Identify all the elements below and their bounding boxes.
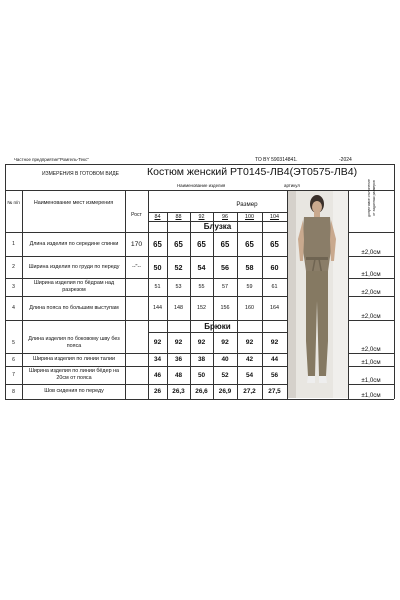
article-label: артикул — [284, 183, 300, 188]
size-value: 27,2 — [243, 388, 256, 395]
size-value: 65 — [197, 239, 206, 249]
size-value: 42 — [245, 356, 254, 363]
tolerance-value: ±2,0см — [361, 346, 381, 353]
tolerance-value: ±2,0см — [361, 249, 381, 256]
tu-number: ТО BY 590314841. — [255, 157, 298, 163]
size-value: 46 — [153, 371, 162, 379]
row-number: 2 — [12, 264, 15, 270]
size-value: 144 — [153, 305, 162, 311]
size-100: 100 — [245, 213, 254, 220]
row-number: 3 — [12, 284, 15, 290]
measurement-name: Длина изделия по боковому шву без пояса — [28, 335, 120, 349]
row-number: 4 — [12, 305, 15, 311]
size-value: 40 — [221, 356, 229, 363]
size-value: 54 — [245, 371, 254, 379]
size-value: 60 — [270, 262, 279, 272]
size-value: 56 — [221, 262, 229, 272]
size-value: 50 — [197, 371, 206, 379]
header-number: № п/п — [7, 200, 20, 205]
size-value: 152 — [197, 305, 206, 311]
size-96: 96 — [222, 213, 228, 220]
size-value: 65 — [174, 239, 183, 249]
size-value: 55 — [198, 284, 205, 290]
tolerance-value: ±1,0см — [361, 392, 381, 399]
measurement-name: Ширина изделия по бёдрам над разрезом — [33, 280, 115, 293]
size-value: 92 — [270, 339, 279, 346]
size-value: 26,3 — [172, 388, 185, 395]
product-title: Костюм женский РТ0145-ЛВ4(ЭТ0575-ЛВ4) — [147, 166, 358, 178]
size-value: 61 — [271, 284, 278, 290]
size-value: 54 — [197, 262, 206, 272]
product-photo — [288, 191, 348, 398]
size-value: 65 — [270, 239, 279, 249]
size-value: 36 — [174, 356, 183, 363]
size-value: 57 — [222, 284, 228, 290]
woman-in-suit-illustration — [288, 191, 348, 398]
measurement-name: Длина изделия по середине спинки — [29, 240, 119, 247]
size-value: 44 — [270, 356, 279, 363]
size-value: 52 — [174, 262, 183, 272]
measurement-name: Шов сидения по переду — [44, 388, 104, 395]
size-value: 92 — [245, 339, 254, 346]
section-blouse-title: Блузка — [203, 222, 232, 231]
size-value: 27,5 — [268, 388, 281, 395]
row-number: 7 — [12, 372, 15, 378]
size-value: 50 — [153, 262, 162, 272]
size-value: 92 — [221, 339, 229, 346]
size-value: 164 — [270, 305, 279, 311]
size-value: 51 — [154, 284, 161, 290]
size-value: 38 — [197, 356, 206, 363]
size-value: 92 — [153, 339, 162, 346]
year: -2024 — [339, 157, 352, 163]
header-measurement-name: Наименование мест измерения — [33, 199, 114, 206]
size-value: 48 — [174, 371, 183, 379]
size-value: 52 — [221, 371, 229, 379]
tolerance-value: ±1,0см — [361, 359, 381, 366]
size-value: 26,6 — [195, 388, 208, 395]
size-value: 65 — [220, 239, 230, 249]
tolerance-value: ±1,0см — [361, 271, 381, 278]
header-size: Размер — [236, 200, 258, 208]
size-value: 65 — [245, 239, 254, 249]
size-value: 26 — [153, 388, 162, 395]
size-value: 34 — [153, 356, 162, 363]
size-value: 53 — [175, 284, 182, 290]
size-value: 65 — [153, 239, 162, 249]
row-number: 6 — [12, 356, 15, 363]
size-value: 59 — [246, 284, 253, 290]
size-88: 88 — [175, 213, 182, 220]
row-number: 8 — [12, 388, 15, 395]
tolerance-value: ±2,0см — [361, 313, 381, 320]
header-height: Рост — [131, 212, 142, 218]
measurement-name: Ширина изделия по линии талии — [33, 356, 115, 363]
tolerance-note-2: от заданных размеров — [372, 180, 376, 216]
size-value: 92 — [197, 339, 206, 346]
size-value: 148 — [174, 305, 183, 311]
height-value: 170 — [130, 240, 143, 248]
row-number: 5 — [12, 339, 15, 346]
measurements-title: ИЗМЕРЕНИЯ В ГОТОВОМ ВИДЕ — [42, 171, 120, 177]
size-value: 156 — [220, 305, 230, 311]
tolerance-note-1: допустимое отклонение — [367, 179, 371, 217]
product-name-label: Наименование изделия — [177, 183, 226, 188]
size-104: 104 — [270, 213, 279, 220]
tolerance-value: ±1,0см — [361, 377, 381, 384]
size-value: 26,9 — [218, 388, 232, 395]
measurement-name: Ширина изделия по линии бёдер на 20см от пояса — [28, 368, 120, 381]
section-trousers-title: Брюки — [204, 322, 231, 331]
size-value: 56 — [270, 371, 279, 379]
size-92: 92 — [198, 213, 205, 220]
measurement-name: Длина пояса по большим выступам — [29, 304, 119, 311]
size-84: 84 — [154, 213, 161, 220]
height-value: --"-- — [131, 264, 142, 270]
measurement-name: Ширина изделия по груди по переду — [28, 263, 120, 270]
size-value: 160 — [245, 305, 254, 311]
size-value: 92 — [174, 339, 183, 346]
tolerance-value: ±2,0см — [361, 289, 381, 296]
size-value: 58 — [245, 262, 254, 272]
row-number: 1 — [12, 241, 15, 247]
company-name: Частное предприятие"Ромгель-Текс" — [14, 157, 89, 162]
